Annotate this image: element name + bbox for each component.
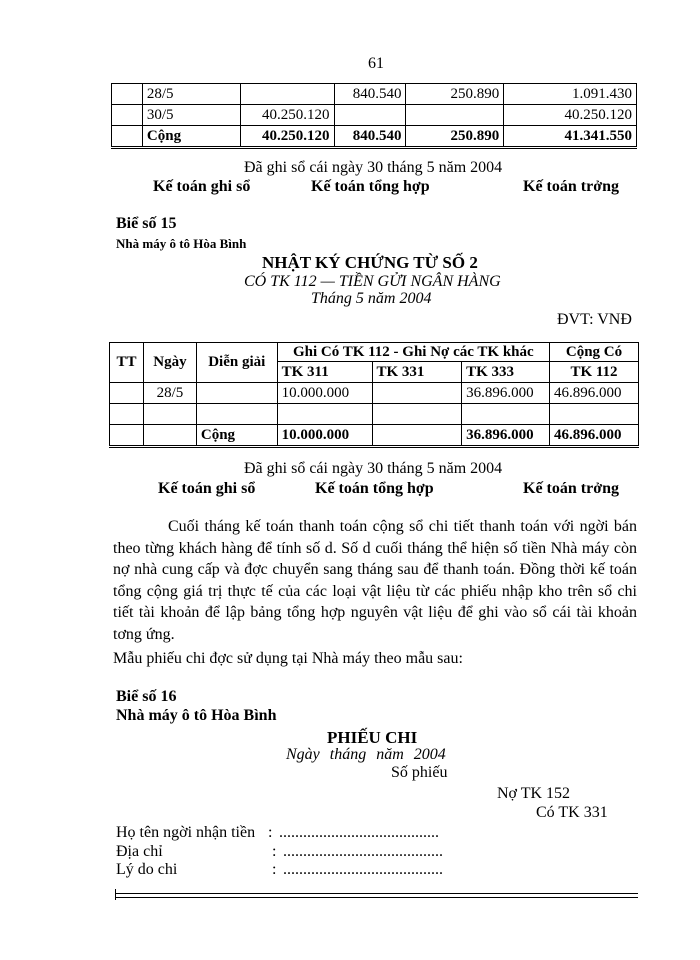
bottom-rule [115,893,638,898]
signer-chief-accountant: Kế toán trởng [523,178,619,195]
table-cell [240,84,334,105]
signer-bookkeeper: Kế toán ghi sổ [158,480,256,497]
column-header: TK 311 [277,362,372,383]
journal-subtitle: CÓ TK 112 — TIỀN GỬI NGÂN HÀNG [244,273,501,290]
field-address-label: Địa chỉ [116,843,163,860]
column-header: Ngày [143,343,196,383]
table-row [110,404,639,425]
table-cell: 40.250.120 [504,105,637,126]
field-reason-sep: : [272,861,277,878]
journal-title: NHẬT KÝ CHỨNG TỪ SỐ 2 [262,253,478,272]
currency-unit: ĐVT: VNĐ [557,311,632,328]
table-cell [372,425,462,447]
debit-account: Nợ TK 152 [497,785,571,802]
table-header-row [110,343,639,362]
table-row [112,84,637,105]
table-cell: Cộng [142,126,240,148]
field-address-dots: ........................................ [283,843,443,860]
body-paragraph [113,516,637,645]
table-cell: 41.341.550 [504,126,637,148]
table-cell [110,425,144,447]
column-group-header: Ghi Có TK 112 - Ghi Nợ các TK khác [277,343,549,362]
table-cell [334,105,406,126]
table-cell [372,383,462,404]
field-reason-dots: ........................................ [283,861,443,878]
table-cell: 46.896.000 [550,425,639,447]
table-cell [196,383,277,404]
voucher-title: PHIẾU CHI [327,728,418,747]
field-reason-label: Lý do chi [116,861,178,878]
table-cell: 10.000.000 [277,383,372,404]
signer-general-accountant: Kế toán tổng hợp [311,178,430,195]
page-number: 61 [368,55,384,72]
table-cell: 28/5 [143,383,196,404]
table-cell: Cộng [196,425,277,447]
voucher-date-line: Ngày tháng năm 2004 [286,746,446,763]
credit-account: Có TK 331 [536,804,608,821]
voucher-number: Số phiếu [391,764,448,781]
table-cell: 36.896.000 [462,425,550,447]
table-cell [406,105,504,126]
recorded-note: Đã ghi sổ cái ngày 30 tháng 5 năm 2004 [244,159,503,176]
table-cell: 40.250.120 [240,105,334,126]
table-cell: 840.540 [334,84,406,105]
table-cell: 46.896.000 [550,383,639,404]
column-header: Diễn giải [196,343,277,383]
table-cell [110,404,144,425]
journal-period: Tháng 5 năm 2004 [311,290,432,307]
table-cell: 10.000.000 [277,425,372,447]
table-cell [372,404,462,425]
journal-table [109,342,639,448]
signer-chief-accountant: Kế toán trởng [523,480,619,497]
paragraph-text: Cuối tháng kế toán thanh toán cộng sổ chi tiết thanh toán với ngời bán theo từng khách hàng để tính số d. Số d cuối tháng thể hiện số tiền Nhà máy còn nợ nhà cung cấp và đợc chuyển sang tháng sau để thanh toán. Đồng thời kế toán tổng cộng giá trị thực tế của các loại vật liệu từ các phiếu nhập kho trên sổ chi tiết tài khoản để lập bảng tổng hợp nguyên vật liệu để ghi vào sổ cái tài khoản tơng ứng. [113,518,637,643]
company-name: Nhà máy ô tô Hòa Bình [116,236,247,251]
table-cell: 28/5 [142,84,240,105]
form-label: Biể số 16 [116,688,177,705]
table-cell: 36.896.000 [462,383,550,404]
top-table [111,83,637,149]
signer-general-accountant: Kế toán tổng hợp [315,480,434,497]
form-label: Biể số 15 [116,215,177,232]
table-cell [462,404,550,425]
field-recipient-dots: ........................................ [279,824,439,841]
table-cell: 840.540 [334,126,406,148]
table-cell [550,404,639,425]
table-cell: 30/5 [142,105,240,126]
table-cell: 250.890 [406,126,504,148]
bottom-rule-end [115,889,116,900]
table-cell [143,404,196,425]
table-cell [277,404,372,425]
field-recipient-label: Họ tên ngời nhận tiền [116,824,256,841]
recorded-note: Đã ghi sổ cái ngày 30 tháng 5 năm 2004 [244,460,503,477]
table-row-total [110,425,639,447]
table-cell [196,404,277,425]
column-header: TK 333 [462,362,550,383]
column-header: Cộng Có [550,343,639,362]
table-cell [110,383,144,404]
table-cell: 250.890 [406,84,504,105]
table-row-total [112,126,637,148]
intro-line: Mẫu phiếu chi đợc sử dụng tại Nhà máy theo mẫu sau: [113,650,463,667]
table-cell [143,425,196,447]
column-header: TK 112 [550,362,639,383]
table-cell: 40.250.120 [240,126,334,148]
field-recipient-sep: : [268,824,273,841]
column-header: TK 331 [372,362,462,383]
signer-bookkeeper: Kế toán ghi sổ [153,178,251,195]
field-address-sep: : [272,843,277,860]
table-cell: 1.091.430 [504,84,637,105]
table-row [110,383,639,404]
table-row [112,105,637,126]
column-header: TT [110,343,144,383]
company-name: Nhà máy ô tô Hòa Bình [116,707,277,724]
